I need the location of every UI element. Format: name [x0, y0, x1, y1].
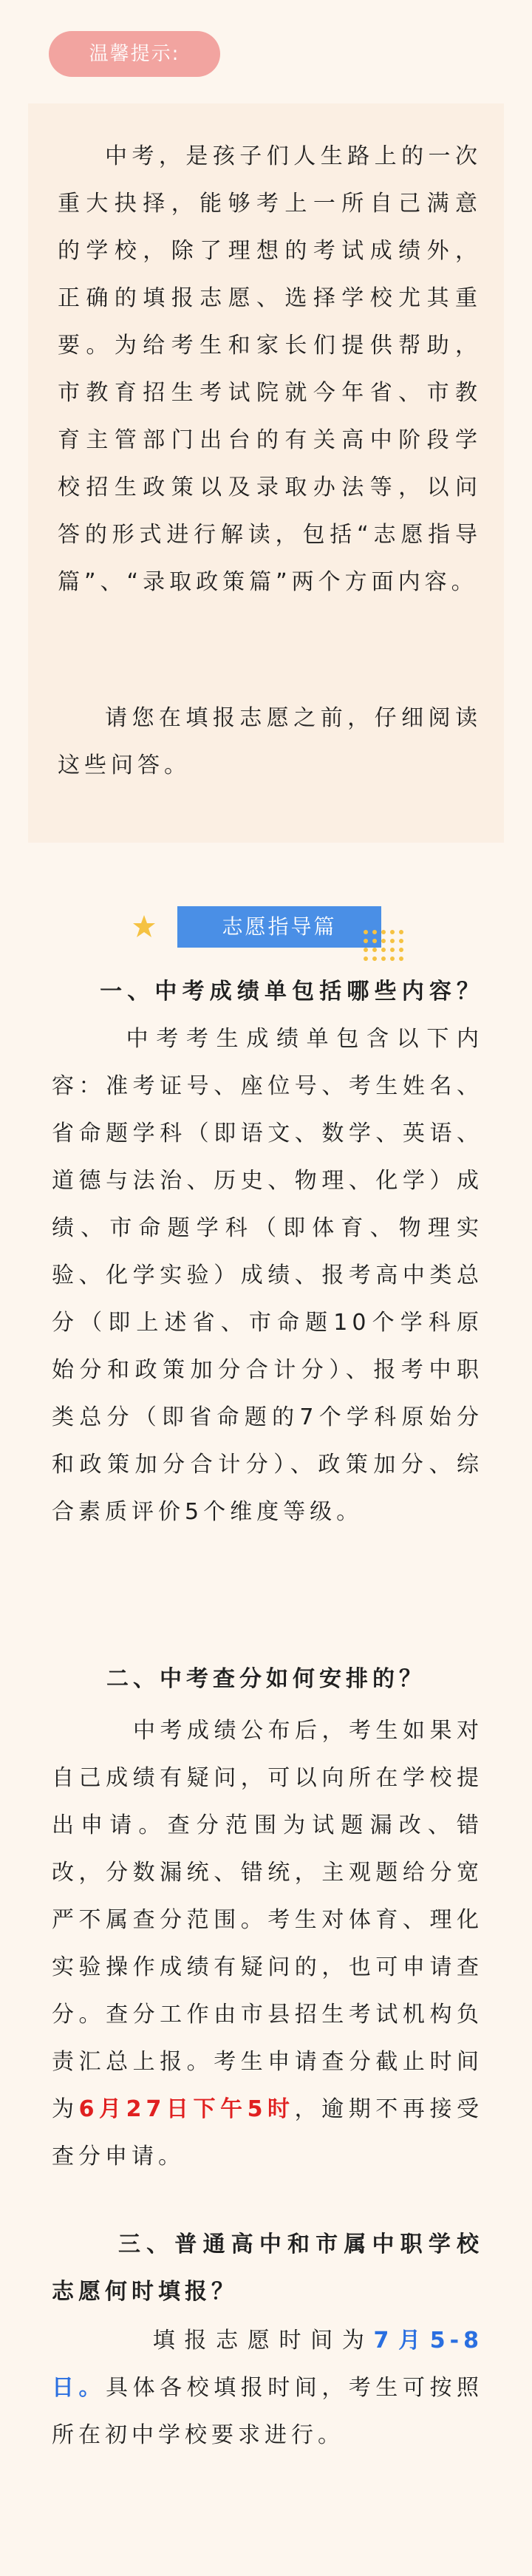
q3-question: 三、普通高中和市属中职学校志愿何时填报？: [52, 2232, 483, 2305]
q2-deadline: 6月27日下午5时: [78, 2096, 295, 2122]
intro-paragraph: 中考，是孩子们人生路上的一次重大抉择，能够考上一所自己满意的学校，除了理想的考试成绩外，正确的填报志愿、选择学校尤其重要。为给考生和家长们提供帮助，市教育招生考试院就今年省、市教育主管部门出台的有关高中阶段学校招生政策以及录取办法等，以问答的形式进行解读，包括“志愿指导篇”、“录取政策篇”两个方面内容。: [58, 143, 482, 595]
intro-card: [28, 103, 504, 843]
q3-answer-tail: 具体各校填报时间，考生可按照所在初中学校要求进行。: [52, 2375, 484, 2448]
q3-answer: [52, 2317, 483, 2459]
star-icon: [132, 914, 157, 939]
tip-badge: 温馨提示:: [49, 31, 220, 77]
q3-answer-text: 填报志愿时间为: [148, 2328, 374, 2354]
q1-question: 一、中考成绩单包括哪些内容？: [99, 979, 483, 1005]
q2-answer-text: 中考成绩公布后，考生如果对自己成绩有疑问，可以向所在学校提出申请。查分范围为试题漏改、错改，分数漏统、错统，主观题给分宽严不属查分范围。考生对体育、理化实验操作成绩有疑问的，也可申请查分。查分工作由市县招生考试机构负责汇总上报。考生申请查分截止时间为: [52, 1718, 483, 2122]
q3-period: 7月5-8日。: [52, 2328, 484, 2401]
section-header: [0, 894, 532, 954]
q2-question: 二、中考查分如何安排的？: [106, 1666, 426, 1692]
q2-answer-tail: ，逾期不再接受查分申请。: [52, 2096, 484, 2169]
q1-block: [52, 968, 483, 1536]
section-title: 志愿指导篇: [177, 906, 381, 948]
q1-answer: 中考考生成绩单包含以下内容：准考证号、座位号、考生姓名、省命题学科（即语文、数学、英语、道德与法治、历史、物理、化学）成绩、市命题学科（即体育、物理实验、化学实验）成绩、报考高中类总分（即上述省、市命题10个学科原始分和政策加分合计分）、报考中职类总分（即省命题的7个学科原始分和政策加分合计分）、政策加分、综合素质评价5个维度等级。: [52, 1026, 483, 1525]
dots-icon: [362, 928, 406, 961]
intro-reading-tip: 请您在填报志愿之前，仔细阅读这些问答。: [58, 705, 482, 778]
q2-answer: [52, 1707, 483, 2181]
